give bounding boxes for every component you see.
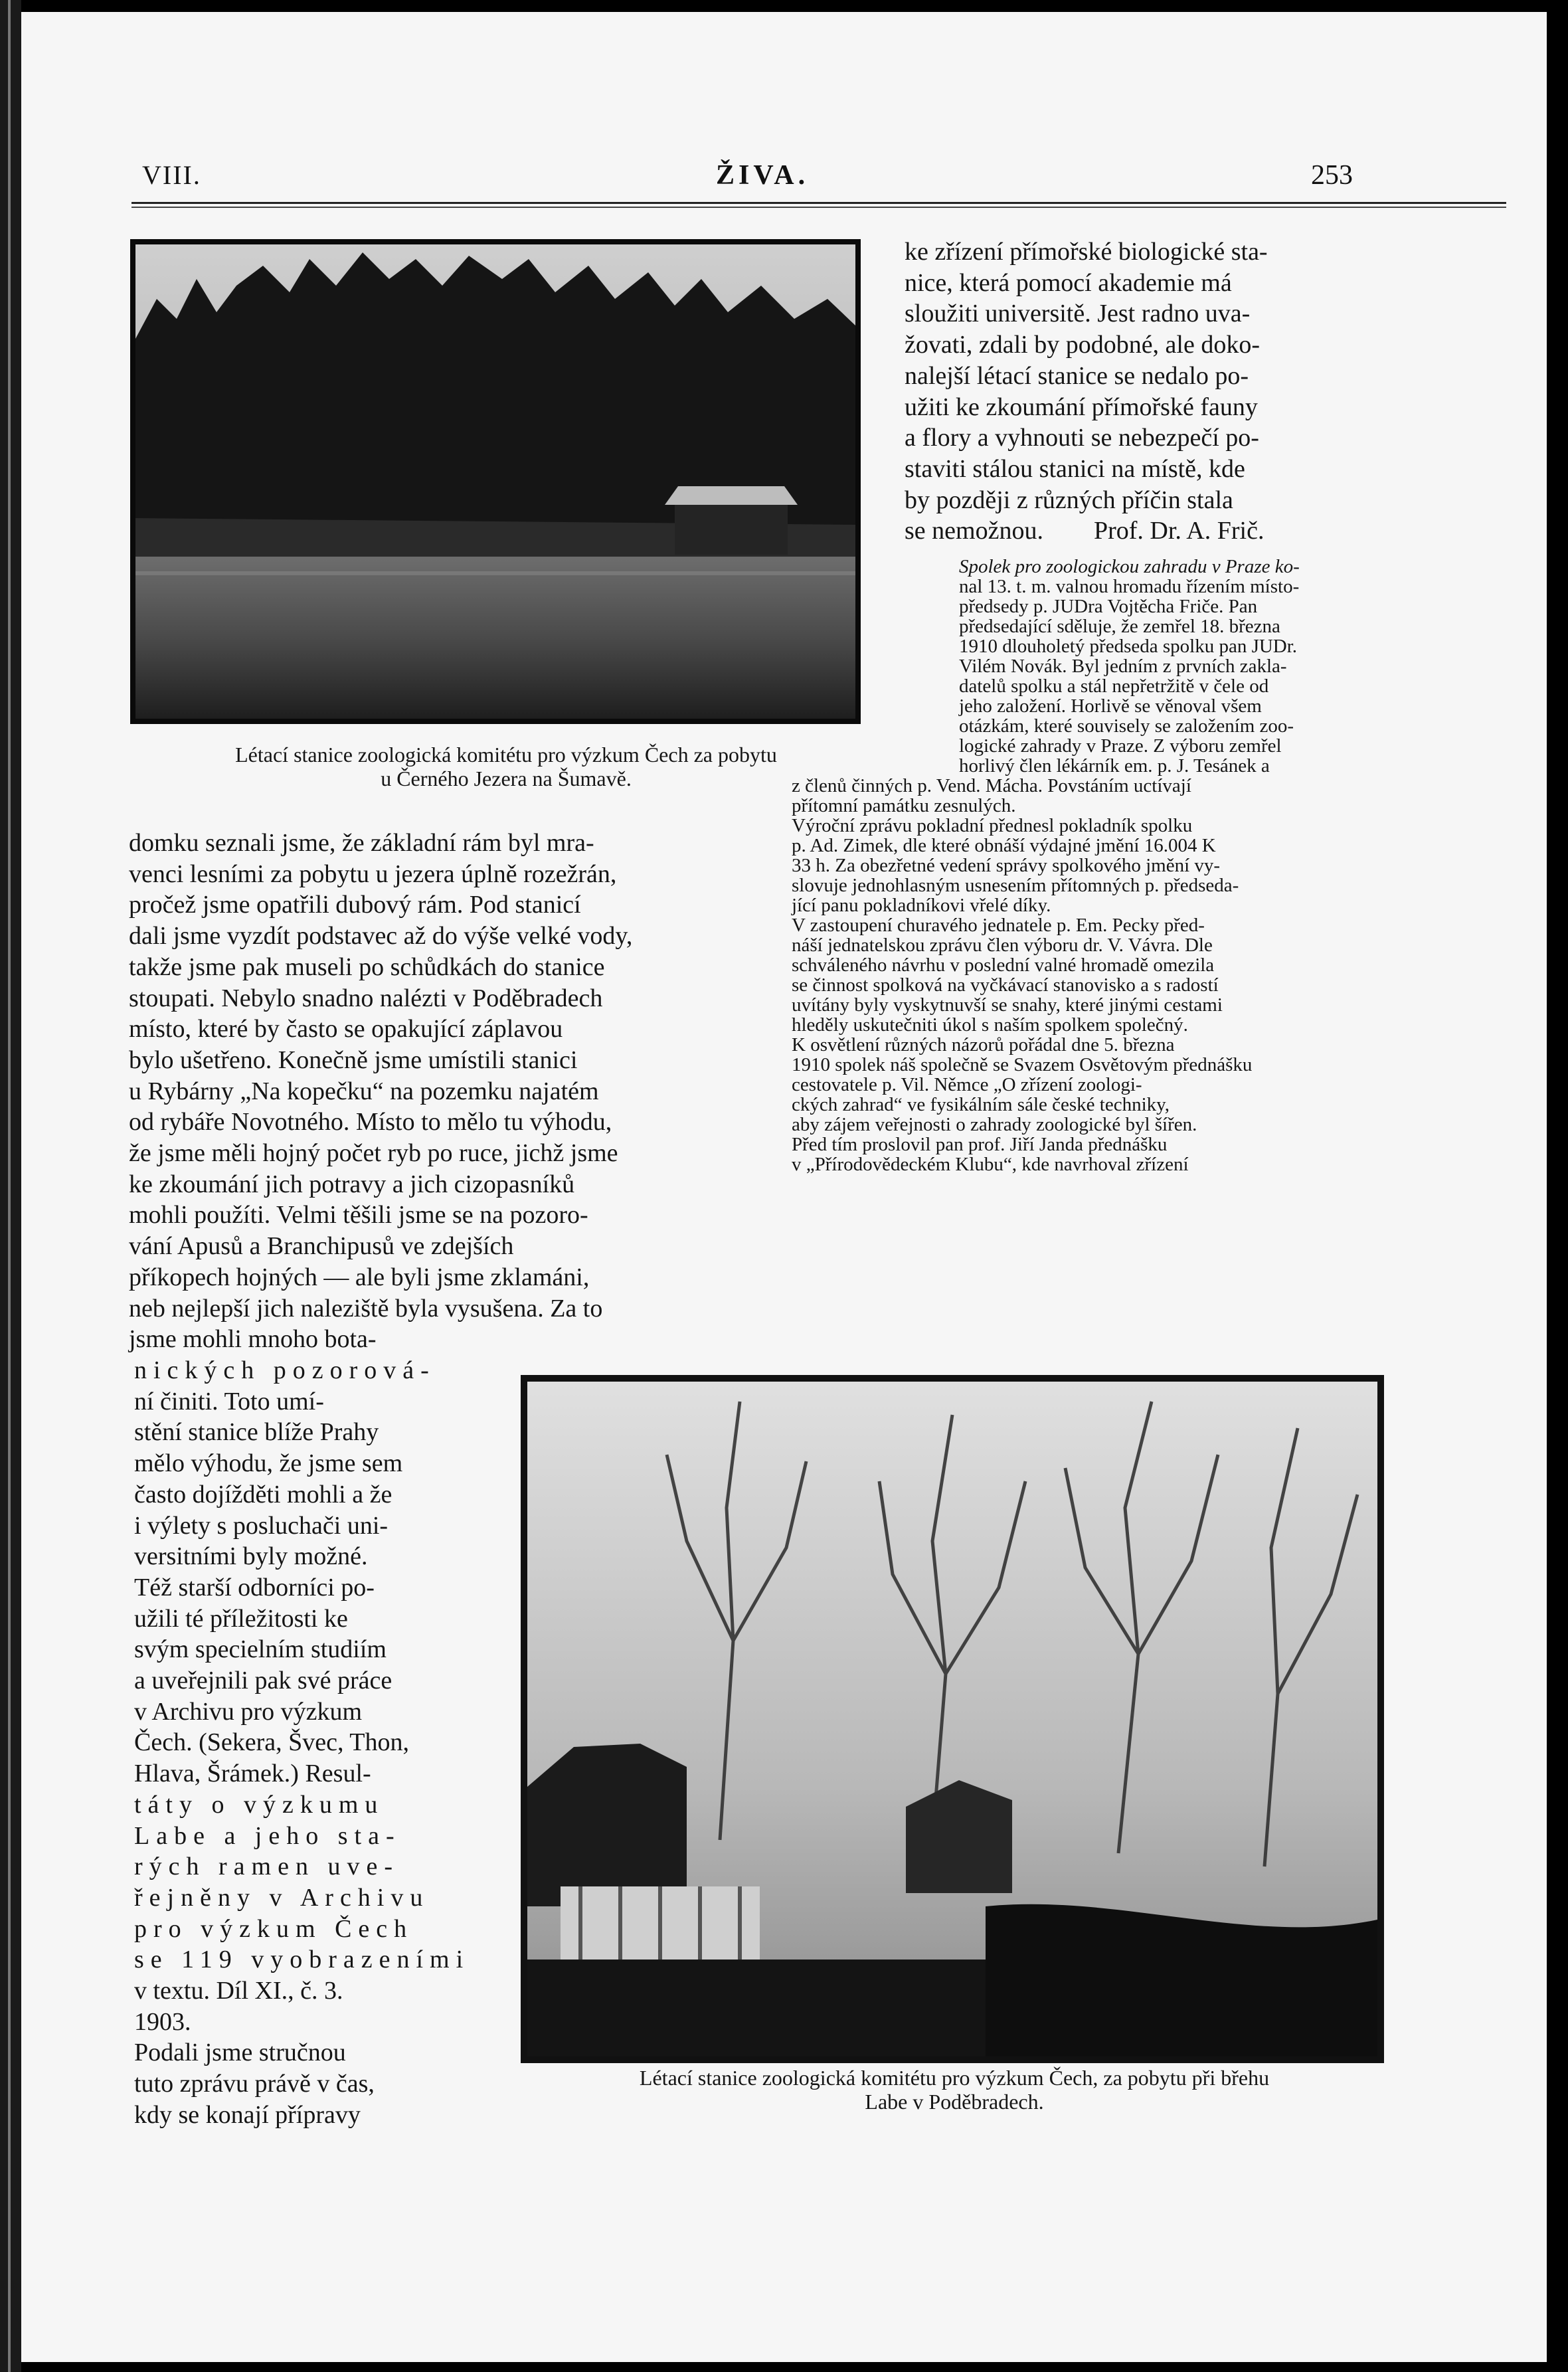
text-line: hleděly uskutečniti úkol s naším spolkem společný. (792, 1014, 1188, 1036)
text-line: takže jsme pak museli po schůdkách do stanice (129, 953, 605, 981)
photo-forest-lake (130, 239, 861, 724)
text-line: versitními byly možné. (134, 1542, 368, 1571)
text-line: logické zahrady v Praze. Z výboru zemřel (959, 735, 1282, 757)
text-line: vání Apusů a Branchipusů ve zdejších (129, 1232, 514, 1261)
text-line: cestovatele p. Vil. Němce „O zřízení zoologi- (792, 1074, 1142, 1095)
text-line: příkopech hojných — ale byli jsme zklamáni, (129, 1263, 590, 1291)
text-line: Čech. (Sekera, Švec, Thon, (134, 1728, 410, 1757)
text-line: od rybáře Novotného. Místo to mělo tu výhodu, (129, 1108, 612, 1137)
caption-line: Létací stanice zoologická komitétu pro výzkum Čech, za pobytu při břehu (639, 2066, 1270, 2090)
text-line: Před tím proslovil pan prof. Jiří Janda přednášku (792, 1134, 1168, 1155)
text-line: se 119 vyobrazeními (134, 1946, 470, 1974)
text-line: náší jednatelskou zprávu člen výboru dr. V. Vávra. Dle (792, 935, 1213, 956)
text-line: V zastoupení churavého jednatele p. Em. Pecky před- (792, 915, 1205, 936)
text-line: přítomní památku zesnulých. (792, 795, 1016, 816)
text-line: datelů spolku a stál nepřetržitě v čele od (959, 676, 1269, 697)
text-line: ckých zahrad“ ve fysikálním sále české techniky, (792, 1094, 1170, 1115)
volume-number: VIII. (142, 160, 201, 190)
text-line: Podali jsme stručnou (134, 2039, 346, 2067)
text-line: by později z různých příčin stala (905, 486, 1233, 514)
text-line: se činnost spolková na vyčkávací stanovisko a s radostí (792, 974, 1219, 996)
caption-line: u Černého Jezera na Šumavě. (381, 767, 632, 790)
text-line: K osvětlení různých názorů pořádal dne 5. března (792, 1034, 1175, 1055)
text-line: ke zřízení přímořské biologické sta- (905, 238, 1268, 266)
text-line: venci lesními za pobytu u jezera úplně rozežrán, (129, 860, 617, 888)
text-line: pro výzkum Čech (134, 1914, 414, 1943)
text-line: a flory a vyhnouti se nebezpečí po- (905, 424, 1259, 452)
text-line: 33 h. Za obezřetné vedení správy spolkového jmění vy- (792, 855, 1221, 876)
text-line: uvítány byly vyskytnuvší se snahy, které jinými cestami (792, 994, 1223, 1016)
text-line: ní činiti. Toto umí- (134, 1387, 324, 1415)
text-line: stoupati. Nebylo snadno nalézti v Poděbradech (129, 984, 603, 1012)
text-line: Vilém Novák. Byl jedním z prvních zakla- (959, 656, 1287, 677)
text-line: předsedající sděluje, že zemřel 18. března (959, 616, 1280, 637)
text-line: neb nejlepší jich naleziště byla vysušena. Za to (129, 1294, 603, 1323)
text-line: v Archivu pro výzkum (134, 1697, 363, 1726)
text-line: řejněny v Archivu (134, 1883, 430, 1912)
text-line: užili té příležitosti ke (134, 1604, 348, 1633)
text-line: domku seznali jsme, že základní rám byl mra- (129, 829, 594, 857)
text-line: Hlava, Šrámek.) Resul- (134, 1760, 371, 1788)
text-line: tuto zprávu právě v čas, (134, 2070, 375, 2098)
text-line: v „Přírodovědeckém Klubu“, kde navrhoval zřízení (792, 1154, 1189, 1175)
text-line: jeho založení. Horlivě se věnoval všem (959, 695, 1262, 717)
society-notice (792, 557, 1403, 1174)
text-line: a uveřejnili pak své práce (134, 1667, 392, 1695)
caption-riverbank-station (513, 2066, 1396, 2114)
text-line: ke zkoumání jich potravy a jich cizopasníků (129, 1170, 575, 1198)
text-line: předsedy p. JUDra Vojtěcha Friče. Pan (959, 596, 1258, 617)
header-rule-double (131, 207, 1506, 208)
text-line: i výlety s posluchači uni- (134, 1511, 389, 1540)
text-line: Též starší odborníci po- (134, 1573, 375, 1601)
left-narrow-column (134, 1355, 506, 2131)
journal-title: ŽIVA. (716, 160, 810, 191)
text-line: stění stanice blíže Prahy (134, 1418, 379, 1447)
text-line: pročež jsme opatřili dubový rám. Pod stanicí (129, 891, 581, 919)
text-line: otázkám, které souvisely se založením zoo- (959, 715, 1294, 737)
photo-riverbank-station (521, 1375, 1384, 2063)
left-column (129, 828, 760, 1355)
right-column (905, 236, 1396, 547)
text-line: jsme mohli mnoho bota- (129, 1325, 377, 1354)
text-line: mělo výhodu, že jsme sem (134, 1449, 403, 1478)
text-line: nických pozorová- (134, 1356, 436, 1384)
text-line: u Rybárny „Na kopečku“ na pozemku najatém (129, 1077, 599, 1105)
text-line: schváleného návrhu v poslední valné hromadě omezila (792, 955, 1215, 976)
text-line: jící panu pokladníkovi vřelé díky. (792, 895, 1051, 916)
text-line: nalejší létací stanice se nedalo po- (905, 361, 1249, 390)
text-line: Labe a jeho sta- (134, 1821, 401, 1850)
text-line: p. Ad. Zimek, dle které obnáší výdajné jmění 16.004 K (792, 835, 1216, 856)
text-line: sloužiti universitě. Jest radno uva- (905, 300, 1251, 328)
scan-edge (0, 0, 21, 2372)
text-line: bylo ušetřeno. Konečně jsme umístili stanici (129, 1046, 578, 1074)
text-line: často dojížděti mohli a že (134, 1480, 392, 1508)
text-line: nal 13. t. m. valnou hromadu řízením místo- (959, 576, 1300, 597)
text-line: 1910 dlouholetý předseda spolku pan JUDr. (959, 636, 1298, 657)
text-line: místo, které by často se opakující záplavou (129, 1015, 563, 1044)
text-line: v textu. Díl XI., č. 3. (134, 1977, 343, 2005)
text-line: 1910 spolek náš společně se Svazem Osvětovým přednášku (792, 1054, 1253, 1075)
text-line: 1903. (134, 2007, 191, 2036)
text-line: rých ramen uve- (134, 1853, 399, 1881)
page (21, 12, 1547, 2362)
text-line: kdy se konají přípravy (134, 2100, 361, 2129)
text-line: užiti ke zkoumání přímořské fauny (905, 393, 1258, 421)
text-line: žovati, zdali by podobné, ale doko- (905, 331, 1261, 359)
text-line: Spolek pro zoologickou zahradu v Praze ko- (959, 556, 1300, 577)
text-line: Výroční zprávu pokladní přednesl pokladník spolku (792, 815, 1193, 836)
text-line: horlivý člen lékárník em. p. J. Tesánek a (959, 755, 1270, 776)
text-line: se nemožnou. Prof. Dr. A. Frič. (905, 517, 1264, 545)
text-line: že jsme měli hojný počet ryb po ruce, jichž jsme (129, 1139, 618, 1168)
header-rule (131, 202, 1506, 204)
text-line: slovuje jednohlasným usnesením přítomných p. předseda- (792, 875, 1239, 896)
caption-forest-lake (121, 743, 891, 790)
text-line: svým specielním studiím (134, 1635, 387, 1664)
text-line: z členů činných p. Vend. Mácha. Povstáním uctívají (792, 775, 1191, 796)
caption-line: Létací stanice zoologická komitétu pro výzkum Čech za pobytu (235, 743, 777, 767)
text-line: mohli použíti. Velmi těšili jsme se na pozoro- (129, 1201, 588, 1230)
text-line: aby zájem veřejnosti o zahrady zoologické byl šířen. (792, 1114, 1197, 1135)
page-number: 253 (1311, 160, 1353, 191)
text-line: staviti stálou stanici na místě, kde (905, 454, 1245, 483)
text-line: dali jsme vyzdít podstavec až do výše velké vody, (129, 922, 633, 951)
caption-line: Labe v Poděbradech. (865, 2090, 1044, 2114)
text-line: nice, která pomocí akademie má (905, 268, 1232, 297)
text-line: táty o výzkumu (134, 1790, 385, 1819)
